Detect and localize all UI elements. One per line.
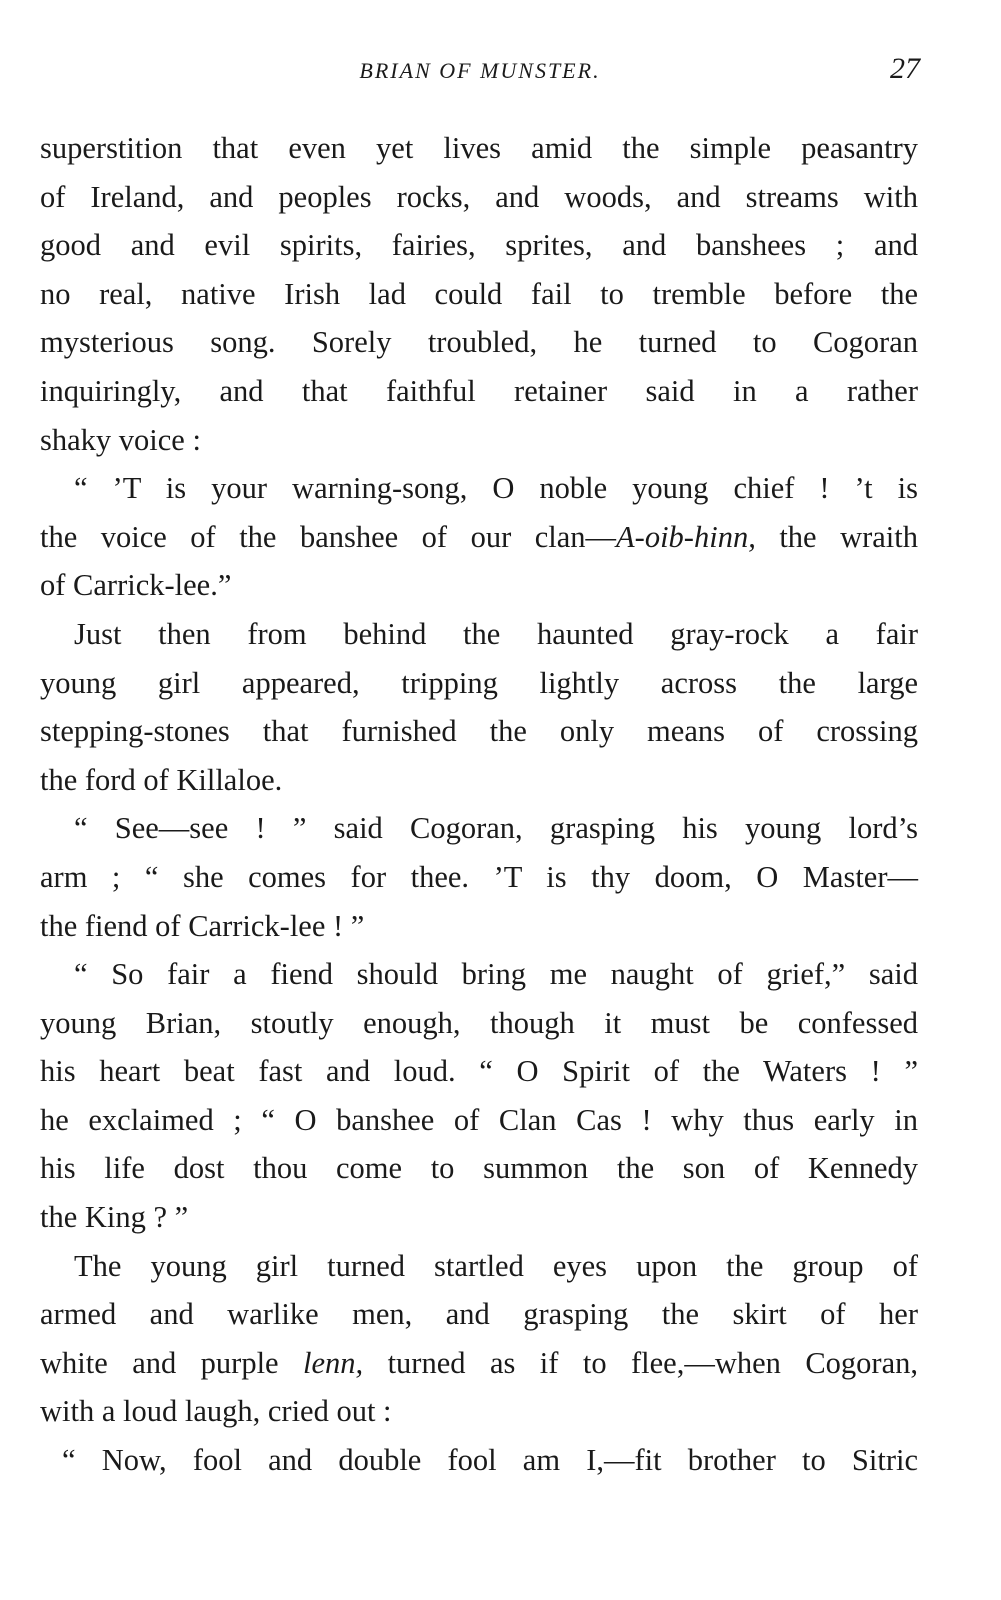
text-line: of Carrick-lee.”: [40, 568, 232, 603]
text-line: young Brian, stoutly enough, though it must be confessed: [40, 1005, 918, 1040]
text-line: armed and warlike men, and grasping the skirt of her: [40, 1297, 918, 1332]
text-line: [40, 513, 918, 562]
page-header: [40, 52, 920, 92]
italic-term: lenn,: [303, 1345, 364, 1380]
text-line: The young girl turned startled eyes upon the group of: [74, 1248, 918, 1283]
text-fragment: the wraith: [755, 519, 918, 554]
text-line: superstition that even yet lives amid the simple peasantry: [40, 131, 918, 165]
text-line: his life dost thou come to summon the son of Kennedy: [40, 1151, 918, 1186]
text-line: “ See—see ! ” said Cogoran, grasping his young lord’s: [74, 811, 918, 846]
text-fragment: white and purple: [40, 1345, 304, 1380]
text-line: no real, native Irish lad could fail to tremble before the: [40, 276, 918, 311]
page-number: 27: [890, 52, 920, 85]
text-line: “ ’T is your warning-song, O noble young chief ! ’t is: [74, 471, 918, 506]
text-line: the ford of Killaloe.: [40, 762, 283, 797]
text-line: good and evil spirits, fairies, sprites, and banshees ; and: [40, 228, 918, 263]
text-line: stepping-stones that furnished the only means of crossing: [40, 714, 918, 749]
text-line: “ Now, fool and double fool am I,—fit brother to Sitric: [62, 1443, 918, 1478]
text-line: [40, 1339, 918, 1388]
text-line: Just then from behind the haunted gray-rock a fair: [74, 616, 918, 651]
text-line: the King ? ”: [40, 1200, 189, 1235]
running-head: BRIAN OF MUNSTER.: [359, 58, 601, 83]
text-line: inquiringly, and that faithful retainer said in a rather: [40, 373, 918, 408]
italic-term: A-oib-hinn,: [616, 519, 756, 554]
text-line: shaky voice :: [40, 422, 201, 457]
text-line: the fiend of Carrick-lee ! ”: [40, 908, 365, 943]
text-line: he exclaimed ; “ O banshee of Clan Cas ! why thus early in: [40, 1102, 918, 1137]
text-line: arm ; “ she comes for thee. ’T is thy doom, O Master—: [40, 859, 918, 894]
text-line: mysterious song. Sorely troubled, he turned to Cogoran: [40, 325, 918, 360]
text-line: of Ireland, and peoples rocks, and woods, and streams with: [40, 179, 918, 214]
text-fragment: the voice of the banshee of our clan—: [40, 519, 617, 554]
body-text: [40, 124, 918, 1485]
text-line: his heart beat fast and loud. “ O Spirit of the Waters ! ”: [40, 1054, 918, 1089]
text-fragment: turned as if to flee,—when Cogoran,: [363, 1345, 918, 1380]
text-line: young girl appeared, tripping lightly across the large: [40, 665, 918, 700]
text-line: with a loud laugh, cried out :: [40, 1394, 392, 1429]
text-line: “ So fair a fiend should bring me naught of grief,” said: [74, 957, 918, 992]
